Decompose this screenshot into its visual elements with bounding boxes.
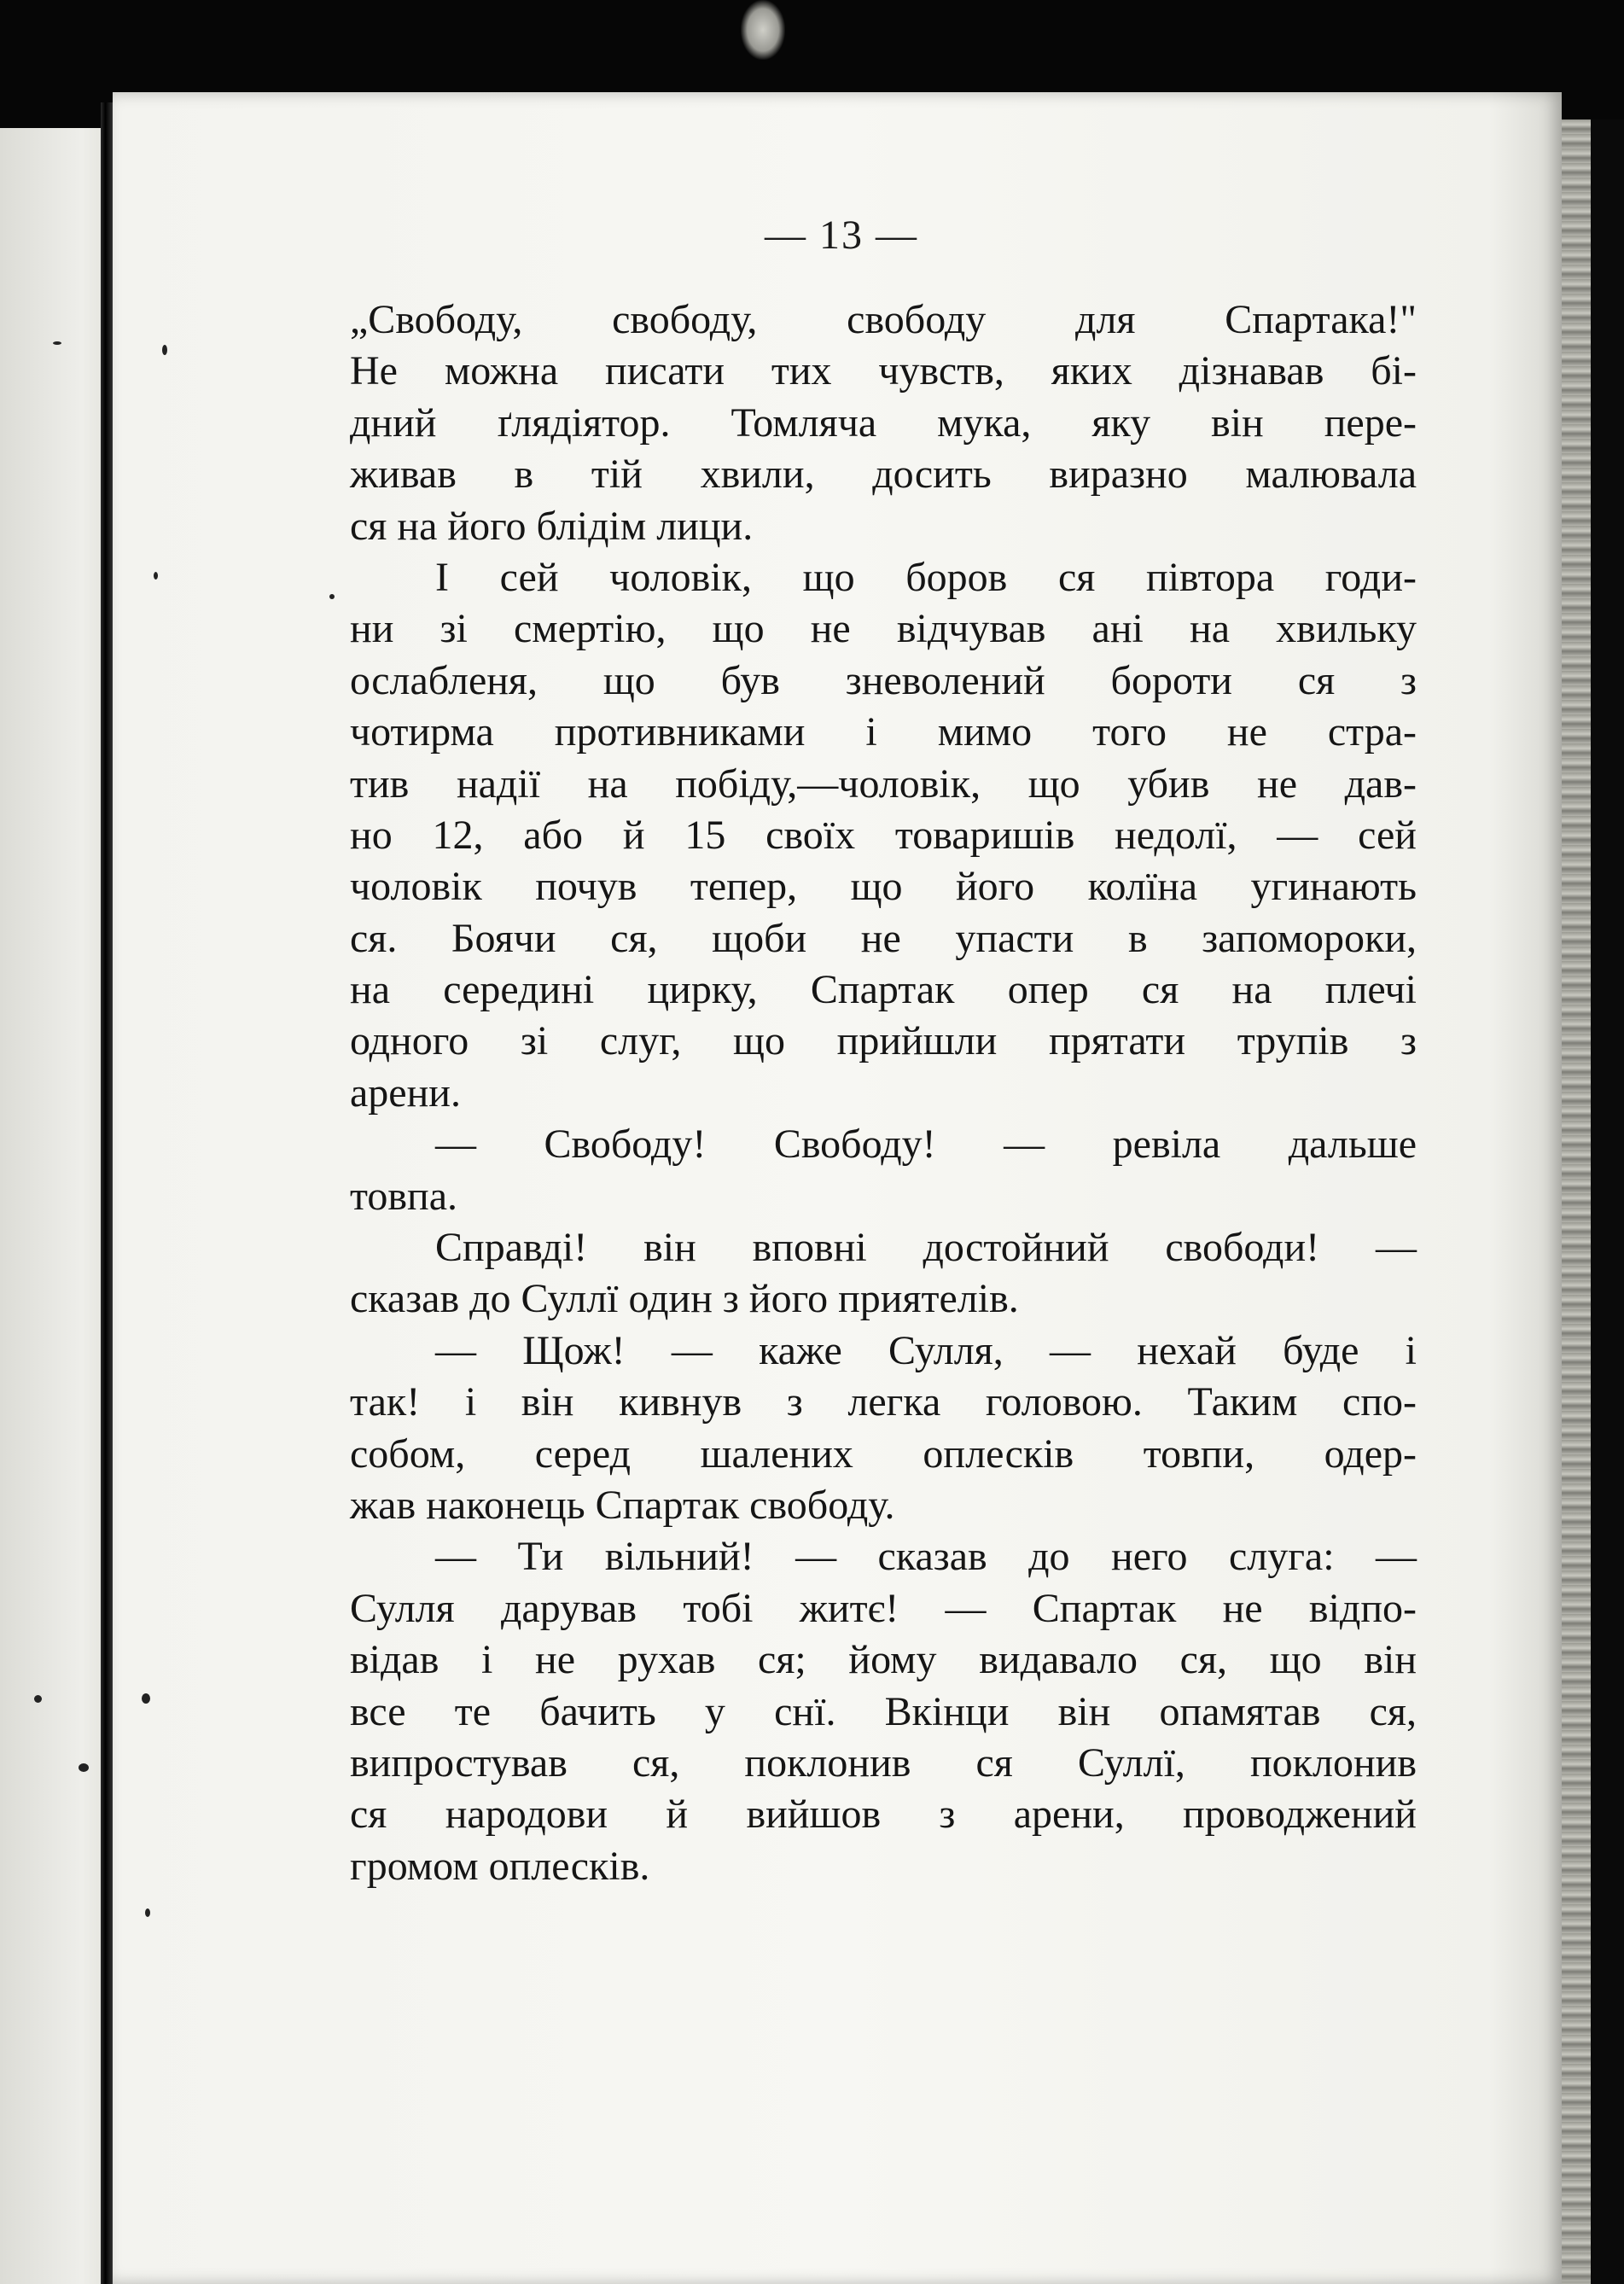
text-line: — Щож! — каже Сулля, — нехай буде і bbox=[435, 1327, 1417, 1373]
text-line: випростував ся, поклонив ся Суллї, поклонив bbox=[350, 1739, 1417, 1786]
text-line: дний ґлядіятор. Томляча мука, яку він пере- bbox=[350, 399, 1417, 446]
text-line: жав наконець Спартак свободу. bbox=[350, 1482, 895, 1528]
text-line: — Свободу! Свободу! — ревіла дальше bbox=[435, 1122, 1417, 1168]
margin-speck bbox=[142, 1693, 150, 1704]
text-line: ослабленя, що був зневолений бороти ся з bbox=[350, 657, 1417, 703]
text-line: тив надії на побіду,—чоловік, що убив не дав- bbox=[350, 760, 1417, 807]
margin-speck bbox=[79, 1763, 89, 1772]
scan-artifact bbox=[741, 0, 785, 60]
margin-speck bbox=[154, 572, 158, 580]
text-line: чоловік почув тепер, що його колїна угинають bbox=[350, 864, 1417, 910]
margin-speck bbox=[145, 1908, 150, 1917]
text-line: Не можна писати тих чувств, яких дізнавав бі- bbox=[350, 348, 1417, 394]
text-line: на середині цирку, Спартак опер ся на плечі bbox=[350, 967, 1417, 1013]
book-gutter bbox=[101, 102, 113, 2284]
text-line: ся народови й вийшов з арени, проводжений bbox=[350, 1792, 1417, 1838]
text-line: собом, серед шалених оплесків товпи, одер- bbox=[350, 1430, 1417, 1477]
text-line: все те бачить у снї. Вкінци він опамятав ся, bbox=[350, 1688, 1417, 1734]
text-line: но 12, або й 15 своїх товаришів недолї, — сей bbox=[350, 812, 1417, 858]
text-line: сказав до Суллї один з його приятелів. bbox=[350, 1276, 1019, 1322]
text-line: ни зі смертію, що не відчував ані на хвильку bbox=[350, 606, 1417, 652]
text-line: громом оплесків. bbox=[350, 1843, 650, 1889]
text-line: Справді! він вповні достойний свободи! — bbox=[435, 1225, 1417, 1271]
text-line: „Свободу, свободу, свободу для Спартака!" bbox=[350, 297, 1417, 342]
text-line: товпа. bbox=[350, 1173, 457, 1219]
text-line: одного зі слуг, що прийшли прятати трупів з bbox=[350, 1018, 1417, 1064]
text-line: живав в тій хвили, досить виразно малювала bbox=[350, 452, 1417, 498]
text-line: так! і він кивнув з легка головою. Таким спо- bbox=[350, 1379, 1417, 1425]
text-line: І сей чоловік, що боров ся півтора годи- bbox=[435, 554, 1417, 600]
facing-page-edge bbox=[0, 128, 102, 2284]
margin-speck bbox=[34, 1695, 42, 1703]
text-line: відав і не рухав ся; йому видавало ся, що він bbox=[350, 1637, 1417, 1683]
margin-speck bbox=[53, 341, 61, 345]
page-block-edge bbox=[1562, 119, 1591, 2284]
text-line: арени. bbox=[350, 1069, 461, 1116]
text-line: ся на його блідім лици. bbox=[350, 503, 754, 549]
text-line: чотирма противниками і мимо того не стра- bbox=[350, 709, 1417, 755]
text-line: — Ти вільний! — сказав до него слуга: — bbox=[435, 1534, 1417, 1580]
text-line: Сулля дарував тобі житє! — Спартак не відпо- bbox=[350, 1585, 1417, 1631]
body-text bbox=[350, 294, 1417, 1892]
margin-speck bbox=[329, 594, 335, 599]
text-line: ся. Боячи ся, щоби не упасти в запомороки, bbox=[350, 915, 1417, 961]
scan-border-right bbox=[1591, 119, 1624, 2284]
page-number: — 13 — bbox=[765, 213, 918, 258]
margin-speck bbox=[162, 345, 167, 355]
